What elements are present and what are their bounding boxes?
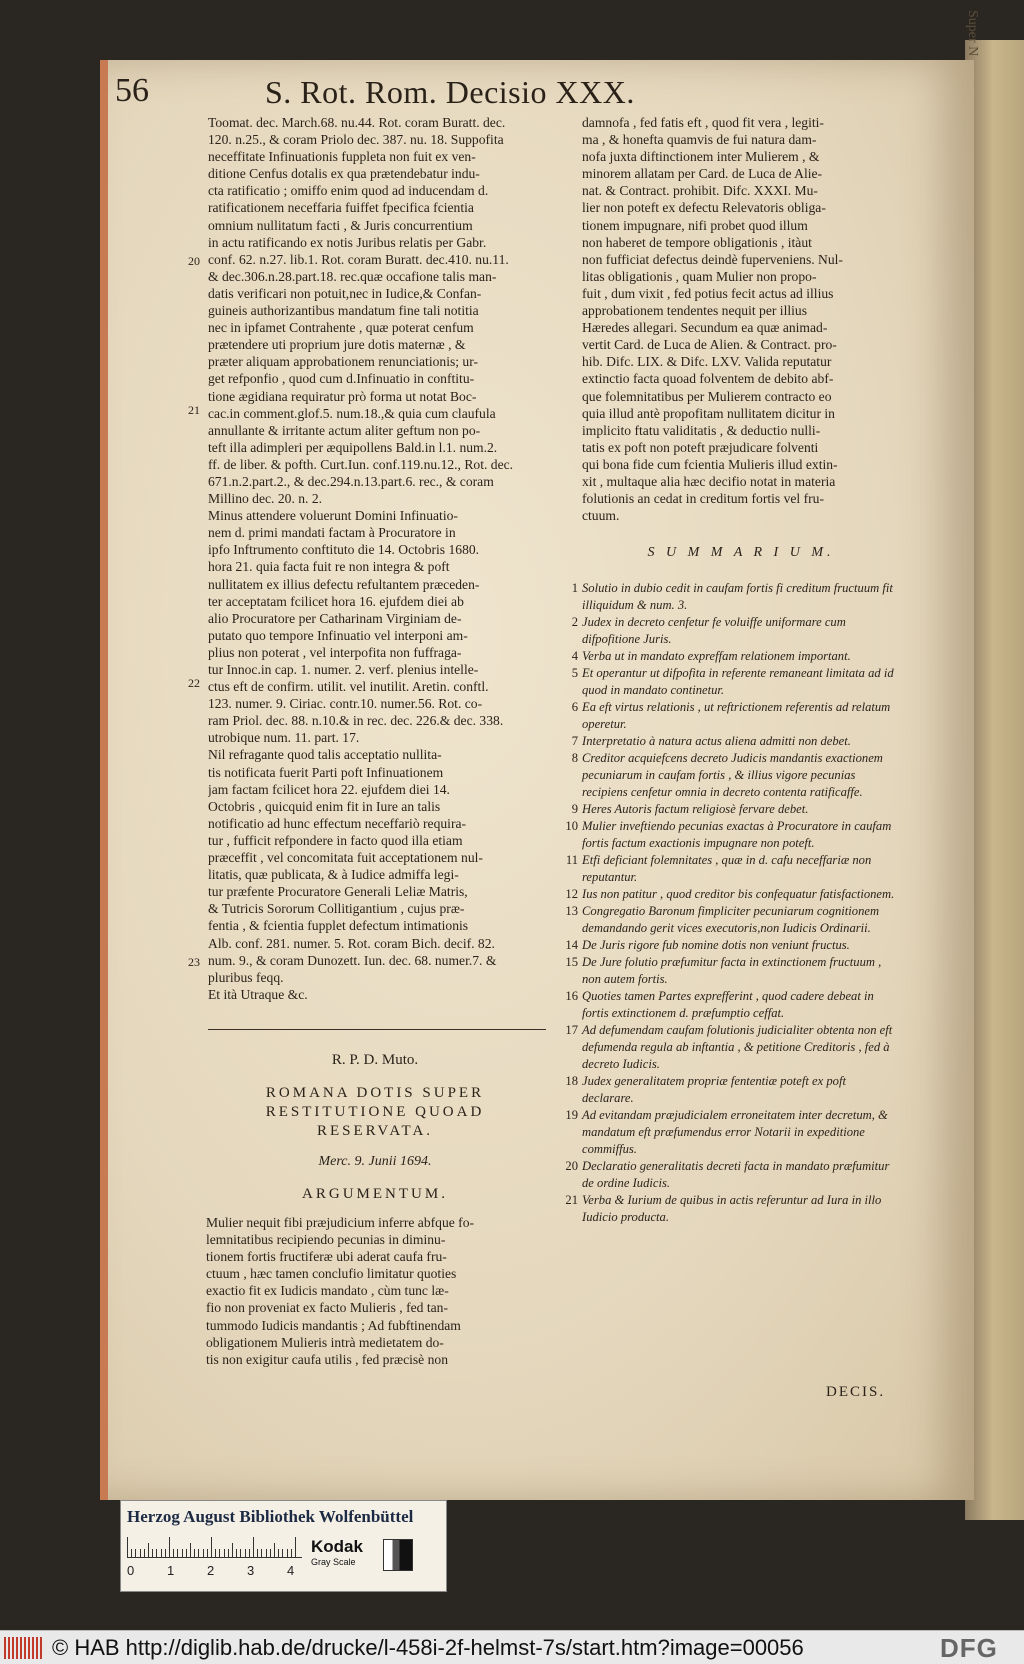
- ruler-tick: [198, 1549, 199, 1557]
- running-title: S. Rot. Rom. Decisio XXX.: [265, 74, 635, 110]
- text-line: implicito ftatu validitatis , & deductio nulli-: [582, 422, 821, 438]
- ruler-tick: [219, 1549, 220, 1557]
- ruler-tick: [295, 1537, 296, 1557]
- text-line: fentia , & fcientia fupplet defectum intimationis: [208, 918, 469, 934]
- text-line: prætendere uti proprium jure dotis maternæ , &: [208, 337, 466, 353]
- ruler-tick: [203, 1549, 204, 1557]
- ruler-tick: [190, 1543, 191, 1557]
- summarium-item: [552, 648, 897, 665]
- summarium-item-number: 9: [571, 802, 578, 816]
- text-line: Et ità Utraque &c.: [208, 986, 308, 1002]
- text-line: lier non poteft ex defectu Relevatoris obliga-: [582, 200, 826, 216]
- text-line: Mulier nequit fibi præjudicium inferre abfque fo-: [206, 1215, 475, 1230]
- ruler-tick: [165, 1549, 166, 1557]
- text-line: obligationem Mulieris intrà medietatem do-: [206, 1334, 444, 1350]
- summarium-item: [552, 937, 897, 954]
- text-line: ctuum.: [582, 508, 620, 524]
- summarium-item-text: Judex in decreto cenfetur fe voluiffe uniformare cum difpofitione Juris.: [582, 615, 846, 646]
- ruler-tick: [207, 1549, 208, 1557]
- text-line: tionem fortis fructiferæ ubi aderat caufa fru-: [206, 1249, 447, 1265]
- summarium-heading: S U M M A R I U M.: [647, 545, 835, 560]
- summarium-item: [552, 665, 897, 699]
- ruler-tick: [266, 1549, 267, 1557]
- text-line: cac.in comment.glof.5. num.18.,& quia cum claufula: [208, 405, 496, 421]
- summarium-item: [552, 614, 897, 648]
- text-line: teft illa adimpleri per æquipollens Bald.in l.1. num.2.: [208, 439, 498, 455]
- ruler-tick: [194, 1549, 195, 1557]
- summarium-item-text: Verba & Iurium de quibus in actis referuntur ad Iura in illo Iudicio producta.: [582, 1193, 882, 1224]
- gray-scale-patch-icon: [383, 1539, 413, 1571]
- summarium-item-text: Etfi deficiant folemnitates , quæ in d. cafu neceffariæ non reputantur.: [582, 853, 872, 884]
- text-line: cta ratificatio ; omiffo enim quod ad inducendam d.: [208, 183, 489, 199]
- summarium-item-number: 10: [565, 819, 578, 833]
- summarium-item-text: Ad defumendam caufam folutionis judicialiter obtenta non eft defumenda regula ab inftantia , & petitione Creditoris , fed à decreto Iudicis.: [582, 1023, 893, 1071]
- summarium-item: [552, 750, 897, 801]
- ruler-tick: [127, 1537, 128, 1557]
- summarium-item-text: Declaratio generalitatis decreti facta in mandato præfumitur de ordine Iudicis.: [582, 1159, 890, 1190]
- ruler-tick: [131, 1549, 132, 1557]
- argumentum-heading: ARGUMENTUM.: [302, 1186, 448, 1202]
- ruler-tick: [169, 1537, 170, 1557]
- summarium-item-text: Judex generalitatem propriæ fententiæ poteft ex poft declarare.: [582, 1074, 846, 1105]
- ruler-tick: [257, 1549, 258, 1557]
- text-line: putato quo tempore Infinuatio vel interponi am-: [208, 627, 468, 643]
- summarium-item-number: 4: [571, 649, 578, 663]
- ruler-tick: [177, 1549, 178, 1557]
- ruler-number: 0: [127, 1563, 135, 1578]
- text-line: tur Innoc.in cap. 1. numer. 2. verf. plenius intelle-: [208, 662, 479, 677]
- text-line: & dec.306.n.28.part.18. rec.quæ occafione talis man-: [208, 268, 497, 284]
- text-line: nat. & Contract. prohibit. Difc. XXXI. Mu-: [582, 183, 818, 199]
- catchword: DECIS.: [826, 1384, 886, 1400]
- text-line: omnium nullitatum facti , & Juris concurrentium: [208, 217, 473, 233]
- text-line: tatis ex poft non poteft præjudicare folventi: [582, 439, 819, 455]
- summarium-item-text: Congregatio Baronum fimpliciter pecuniarum cognitionem demandando gerit vices executoris,non Iudicis Ordinarii.: [582, 904, 880, 935]
- text-line: ma , & honefta quamvis de fui natura dam-: [582, 132, 817, 148]
- text-line: litatis, quæ publicata, & à Iudice admiffa legi-: [208, 867, 459, 883]
- summarium-item-number: 11: [565, 853, 578, 867]
- text-line: guineis authorizantibus mandatum fine tali notitia: [208, 303, 479, 319]
- ruler-tick: [236, 1549, 237, 1557]
- summarium-item-text: De Jure folutio præfumitur facta in extinctionem fructuum , non autem fortis.: [582, 955, 882, 986]
- summarium-item-text: Ius non patitur , quod creditor bis confequatur fatisfactionem.: [582, 887, 895, 901]
- text-line: tis notificata fuerit Parti poft Infinuationem: [208, 764, 444, 780]
- ruler-tick: [156, 1549, 157, 1557]
- summarium-list: [552, 580, 897, 1226]
- summarium-item-number: 5: [571, 666, 578, 680]
- text-line: alio Procuratore per Catharinam Virginiam de-: [208, 610, 462, 626]
- margin-note-number: 23: [188, 955, 200, 969]
- section-divider: [208, 1029, 546, 1030]
- text-line: conf. 62. n.27. lib.1. Rot. coram Buratt. dec.410. nu.11.: [208, 251, 509, 267]
- source-url-link[interactable]: © HAB http://diglib.hab.de/drucke/l-458i-2f-helmst-7s/start.htm?image=00056: [52, 1635, 804, 1660]
- text-line: Alb. conf. 281. numer. 5. Rot. coram Bich. decif. 82.: [208, 935, 495, 951]
- text-line: tur præfente Procuratore Generali Leliæ Matris,: [208, 884, 468, 900]
- text-line: qui bona fide cum fcientia Mulieris illud extin-: [582, 456, 838, 472]
- ruler-tick: [245, 1549, 246, 1557]
- ruler-tick: [232, 1543, 233, 1557]
- text-line: 671.n.2.part.2., & dec.294.n.13.part.6. rec., & coram: [208, 473, 494, 489]
- text-line: extinctio facta quoad folventem de debito abf-: [582, 371, 834, 387]
- summarium-item: [552, 1192, 897, 1226]
- decision-date: Merc. 9. Junii 1694.: [318, 1154, 432, 1169]
- case-title-line-1: ROMANA DOTIS SUPER: [265, 1085, 485, 1101]
- ruler-tick: [161, 1549, 162, 1557]
- summarium-item: [552, 988, 897, 1022]
- library-name: Herzog August Bibliothek Wolfenbüttel: [127, 1507, 414, 1526]
- text-line: fuit , dum vixit , fed potius fecit actus ad illius: [582, 285, 834, 301]
- summarium-item-text: Et operantur ut difpofita in referente remaneant limitata ad id quod in mandato continetur.: [582, 666, 894, 697]
- text-line: litas obligationis , quam Mulier non propo-: [582, 268, 817, 284]
- ruler-number: 1: [167, 1563, 175, 1578]
- ruler-tick: [135, 1549, 136, 1557]
- library-label-card: [120, 1500, 447, 1592]
- ruler-tick: [253, 1537, 254, 1557]
- summarium-item: [552, 954, 897, 988]
- text-line: ipfo Inftrumento conftituto die 14. Octobris 1680.: [208, 542, 480, 558]
- summarium-item-number: 15: [565, 955, 578, 969]
- text-line: ram Priol. dec. 88. n.10.& in rec. dec. 226.& dec. 338.: [208, 713, 504, 729]
- text-line: in actu ratificando ex notis Juribus relatis per Gabr.: [208, 234, 487, 250]
- text-line: tur , fufficit refpondere in facto quod illa etiam: [208, 832, 463, 848]
- text-line: notificatio ad hunc effectum neceffariò requira-: [208, 815, 467, 831]
- text-line: approbationem tendentes nequit per illius: [582, 303, 807, 319]
- text-line: nem d. primi mandati factam à Procuratore in: [208, 525, 456, 541]
- text-line: præceffit , vel concomitata fuit acceptationem nul-: [208, 850, 483, 866]
- text-line: tummodo Iudicis mandantis ; Ad fubftinendam: [206, 1317, 461, 1333]
- text-line: neceffitate Infinuationis fuppleta non fuit ex ven-: [208, 149, 476, 165]
- summarium-item-number: 13: [565, 904, 578, 918]
- ruler-number: 4: [287, 1563, 295, 1578]
- summarium-item-number: 18: [565, 1074, 578, 1088]
- summarium-item: [552, 1158, 897, 1192]
- kodak-logo: Kodak: [311, 1537, 363, 1556]
- summarium-item-text: Creditor acquiefcens decreto Judicis mandantis exactionem pecuniarum in caufam fortis , & illius vigore pecunias recipiens cenfetur omnia in decreto contenta ratificaffe.: [582, 751, 883, 799]
- summarium-item-text: Solutio in dubio cedit in caufam fortis fi creditum fructuum fit illiquidum & num. 3.: [582, 581, 893, 612]
- ruler-tick: [173, 1549, 174, 1557]
- case-title-line-3: RESERVATA.: [316, 1123, 434, 1139]
- summarium-item-number: 21: [565, 1193, 578, 1207]
- barcode-icon: [4, 1637, 44, 1659]
- text-line: tione ægidiana requiratur prò forma ut notat Boc-: [208, 388, 477, 404]
- ruler-tick: [249, 1549, 250, 1557]
- summarium-item: [552, 580, 897, 614]
- text-line: annullante & irritante actum aliter geftum non po-: [208, 422, 481, 438]
- summarium-item-number: 12: [565, 887, 578, 901]
- ruler-tick: [140, 1549, 141, 1557]
- text-line: plius non poterat , vel interpofita non fuffraga-: [208, 644, 462, 660]
- ruler-tick: [186, 1549, 187, 1557]
- summarium-item: [552, 886, 897, 903]
- text-line: hib. Difc. LIX. & Difc. LXV. Valida reputatur: [582, 354, 832, 370]
- ruler-tick: [224, 1549, 225, 1557]
- summarium-item-text: Ea eft virtus relationis , ut reftrictionem referentis ad relatum operetur.: [582, 700, 891, 731]
- text-line: tionem impugnare, nifi probet quod illum: [582, 217, 808, 233]
- summarium-item: [552, 1022, 897, 1073]
- text-line: nullitatem ex illius defectu refultantem præceden-: [208, 576, 480, 592]
- text-line: lemnitatibus recipiendo pecunias in diminu-: [206, 1232, 446, 1248]
- summarium-item-text: De Juris rigore fub nomine dotis non veniunt fructus.: [582, 938, 850, 952]
- ruler-tick: [152, 1549, 153, 1557]
- ruler-tick: [270, 1549, 271, 1557]
- text-line: ff. de liber. & pofth. Curt.Iun. conf.119.nu.12., Rot. dec.: [208, 456, 514, 472]
- text-line: ctus eft de confirm. utilit. vel inutilit. Aretin. conftl.: [208, 679, 489, 695]
- text-line: damnofa , fed fatis eft , quod fit vera , legiti-: [582, 115, 824, 130]
- text-line: minorem allatam per Card. de Luca de Alie-: [582, 166, 823, 182]
- summarium-item: [552, 699, 897, 733]
- text-line: quia illud antè propofitam nullitatem dicitur in: [582, 405, 835, 421]
- viewer-footer-bar: [0, 1630, 1024, 1664]
- left-column-text: [208, 114, 546, 1003]
- text-line: Minus attendere voluerunt Domini Infinuatio-: [208, 508, 458, 524]
- ruler-tick: [148, 1543, 149, 1557]
- summarium-item: [552, 1073, 897, 1107]
- text-line: exactio fit ex Iudicis mandato , cùm tunc læ-: [206, 1283, 449, 1299]
- text-line: datis verificari non potuit,nec in Iudice,& Confan-: [208, 285, 482, 301]
- text-line: ditione Cenfus dotalis ex qua prætendebatur indu-: [208, 166, 480, 182]
- second-case-heading: [200, 1050, 550, 1368]
- text-line: xit , multaque alia hæc decifio notat in materia: [582, 473, 836, 489]
- ruler-tick: [240, 1549, 241, 1557]
- summarium-item-text: Heres Autoris factum religiosè fervare debet.: [582, 802, 809, 816]
- dfg-logo: DFG: [940, 1633, 998, 1663]
- text-line: tis non exigitur caufa utilis , fed præcisè non: [206, 1351, 448, 1367]
- text-line: Toomat. dec. March.68. nu.44. Rot. coram Buratt. dec.: [208, 115, 506, 130]
- summarium-item: [552, 818, 897, 852]
- summarium-item-number: 19: [565, 1108, 578, 1122]
- text-line: hora 21. quia facta fuit re non integra & poft: [208, 559, 450, 575]
- text-line: nec in ipfamet Contrahente , quæ poterat cenfum: [208, 320, 474, 336]
- ruler-number: 3: [247, 1563, 255, 1578]
- ruler-tick: [182, 1549, 183, 1557]
- text-line: jam factam fcilicet hora 22. ejufdem diei 14.: [208, 781, 450, 797]
- text-line: non fufficiat defectus deindè fuperveniens. Nul-: [582, 251, 843, 267]
- summarium-item: [552, 903, 897, 937]
- summarium-item: [552, 852, 897, 886]
- ruler-tick: [144, 1549, 145, 1557]
- text-line: que folemnitatibus per Mulierem contracto eo: [582, 388, 832, 404]
- summarium-item-number: 7: [571, 734, 578, 748]
- text-line: Nil refragante quod talis acceptatio nullita-: [208, 747, 442, 763]
- text-line: nofa juxta diftinctionem inter Mulierem , &: [582, 149, 820, 165]
- text-line: utrobique num. 11. part. 17.: [208, 730, 360, 746]
- adjacent-page-fragment: Super N: [965, 10, 980, 57]
- summarium-item-number: 20: [565, 1159, 578, 1173]
- margin-note-number: 21: [188, 403, 200, 417]
- gray-scale-label: Gray Scale: [311, 1557, 356, 1567]
- ruler-tick: [215, 1549, 216, 1557]
- text-line: Millino dec. 20. n. 2.: [208, 491, 323, 507]
- ruler-tick: [261, 1549, 262, 1557]
- summarium-item-number: 8: [571, 751, 578, 765]
- summarium-item-text: Mulier inveftiendo pecunias exactas à Procuratore in caufam fortis factum exactionis impugnare non poteft.: [582, 819, 892, 850]
- measurement-ruler: [127, 1535, 302, 1558]
- text-line: non haberet de tempore obligationis , itàut: [582, 234, 812, 250]
- judge-line: R. P. D. Muto.: [331, 1052, 419, 1068]
- ruler-number: 2: [207, 1563, 215, 1578]
- ruler-tick: [211, 1537, 212, 1557]
- right-column-text: [582, 114, 900, 524]
- text-line: præter aliquam approbationem renunciationis; ur-: [208, 354, 479, 370]
- summarium-item-number: 14: [565, 938, 578, 952]
- text-line: vertit Card. de Luca de Alien. & Contract. pro-: [582, 337, 837, 353]
- text-line: ter acceptatam fcilicet hora 16. ejufdem diei ab: [208, 593, 464, 609]
- argumentum-text: [200, 1214, 550, 1368]
- text-line: ctuum , hæc tamen conclufio limitatur quoties: [206, 1266, 457, 1282]
- summarium-item-number: 1: [571, 581, 578, 595]
- summarium-item-text: Ad evitandam præjudicialem erroneitatem inter decretum, & mandatum eft præfumendus error Notarii in expeditione commiffus.: [582, 1108, 888, 1156]
- margin-note-number: 22: [188, 676, 200, 690]
- ruler-tick: [228, 1549, 229, 1557]
- text-line: num. 9., & coram Dunozett. Iun. dec. 68. numer.7. &: [208, 952, 497, 968]
- text-line: 120. n.25., & coram Priolo dec. 387. nu. 18. Suppofita: [208, 132, 504, 148]
- margin-note-number: 20: [188, 254, 200, 268]
- text-line: Hæredes allegari. Secundum ea quæ animad-: [582, 320, 828, 336]
- summarium-item: [552, 733, 897, 750]
- summarium-item-number: 2: [571, 615, 578, 629]
- text-line: folutionis an cedat in creditum fortis vel fru-: [582, 491, 824, 507]
- text-line: Octobris , quicquid enim fit in Iure an talis: [208, 798, 441, 814]
- ruler-tick: [291, 1549, 292, 1557]
- ruler-tick: [287, 1549, 288, 1557]
- ruler-tick: [274, 1543, 275, 1557]
- summarium-item-number: 16: [565, 989, 578, 1003]
- text-line: 123. numer. 9. Ciriac. contr.10. numer.56. Rot. co-: [208, 696, 483, 712]
- text-line: ratificationem neceffaria fuiffet fpecifica fcientia: [208, 200, 474, 216]
- page-number: 56: [115, 72, 149, 109]
- text-line: pluribus feqq.: [208, 969, 284, 985]
- text-line: get refponfio , quod cum d.Infinuatio in conftitu-: [208, 371, 475, 387]
- text-line: fio non proveniat ex facto Mulieris , fed tan-: [206, 1300, 448, 1316]
- page-header: [115, 68, 765, 118]
- ruler-tick: [282, 1549, 283, 1557]
- case-title-line-2: RESTITUTIONE QUOAD: [265, 1104, 485, 1120]
- summarium-item-text: Quoties tamen Partes exprefferint , quod cadere debeat in fortis extinctionem d. præfumptio ceffat.: [582, 989, 874, 1020]
- text-line: & Tutricis Sororum Collitigantium , cujus præ-: [208, 901, 465, 917]
- summarium-item: [552, 801, 897, 818]
- summarium-item-number: 6: [571, 700, 578, 714]
- summarium-item-text: Verba ut in mandato expreffam relationem important.: [582, 649, 851, 663]
- summarium-item-text: Interpretatio à natura actus aliena admitti non debet.: [582, 734, 851, 748]
- summarium-item-number: 17: [565, 1023, 578, 1037]
- summarium-item: [552, 1107, 897, 1158]
- ruler-tick: [278, 1549, 279, 1557]
